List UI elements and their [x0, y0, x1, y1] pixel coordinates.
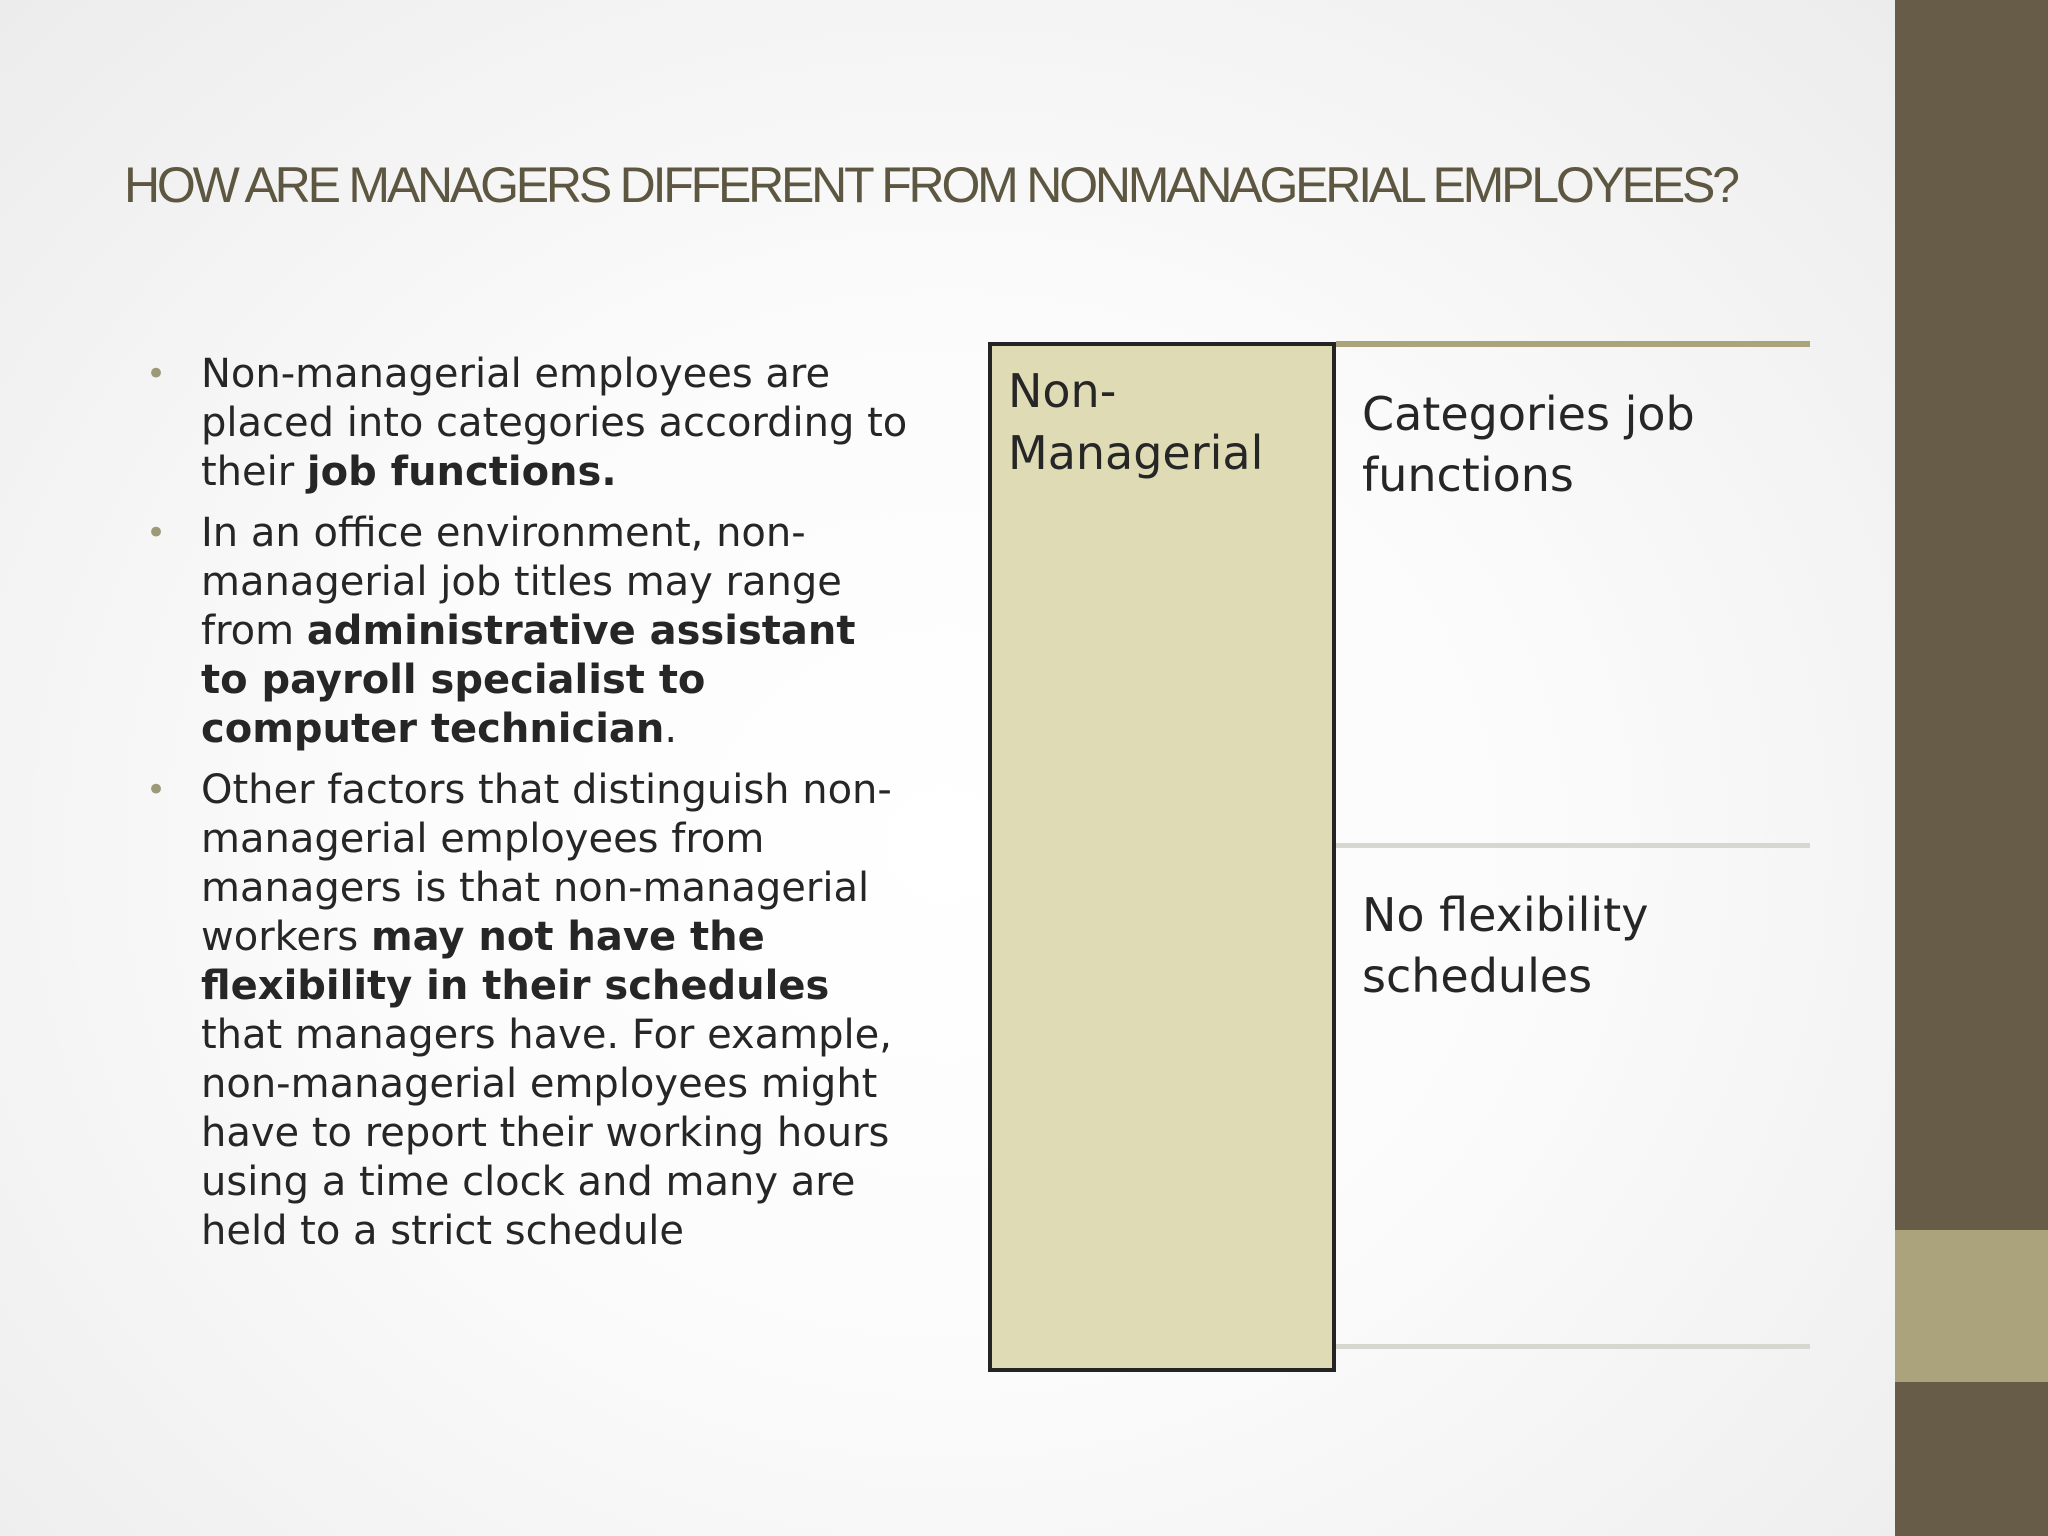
slide-title: HOW ARE MANAGERS DIFFERENT FROM NONMANAGERIAL EMPLOYEES? — [124, 157, 1737, 213]
bullet-item — [140, 509, 910, 754]
bullet-icon: • — [146, 770, 167, 810]
diagram-divider-bottom — [1336, 1344, 1810, 1349]
bullet-icon: • — [146, 513, 167, 553]
diagram-branch-text: Categories job functions — [1362, 387, 1695, 502]
bullet-item — [140, 766, 910, 1256]
diagram-category-box — [988, 342, 1336, 1372]
side-bar-accent — [1895, 1230, 2048, 1382]
diagram-divider-middle — [1336, 843, 1810, 848]
bullet-text: Non-managerial employees are placed into categories according to their job functions. — [201, 351, 908, 495]
bullet-text: Other factors that distinguish non-managerial employees from managers is that non-managerial workers may not have the flexibility in their schedules that managers have. For example, non-managerial employees might have to report their working hours using a time clock and many are held to a strict schedule — [201, 767, 892, 1254]
bullet-icon: • — [146, 354, 167, 394]
diagram-category-label: Non-Managerial — [1008, 364, 1264, 480]
bullet-list — [140, 350, 910, 1268]
bullet-text: In an office environment, non-managerial job titles may range from administrative assistant to payroll specialist to computer technician. — [201, 510, 856, 752]
bullet-item — [140, 350, 910, 497]
diagram-branch-text: No flexibility schedules — [1362, 888, 1649, 1003]
diagram-connector-top — [1336, 341, 1810, 347]
